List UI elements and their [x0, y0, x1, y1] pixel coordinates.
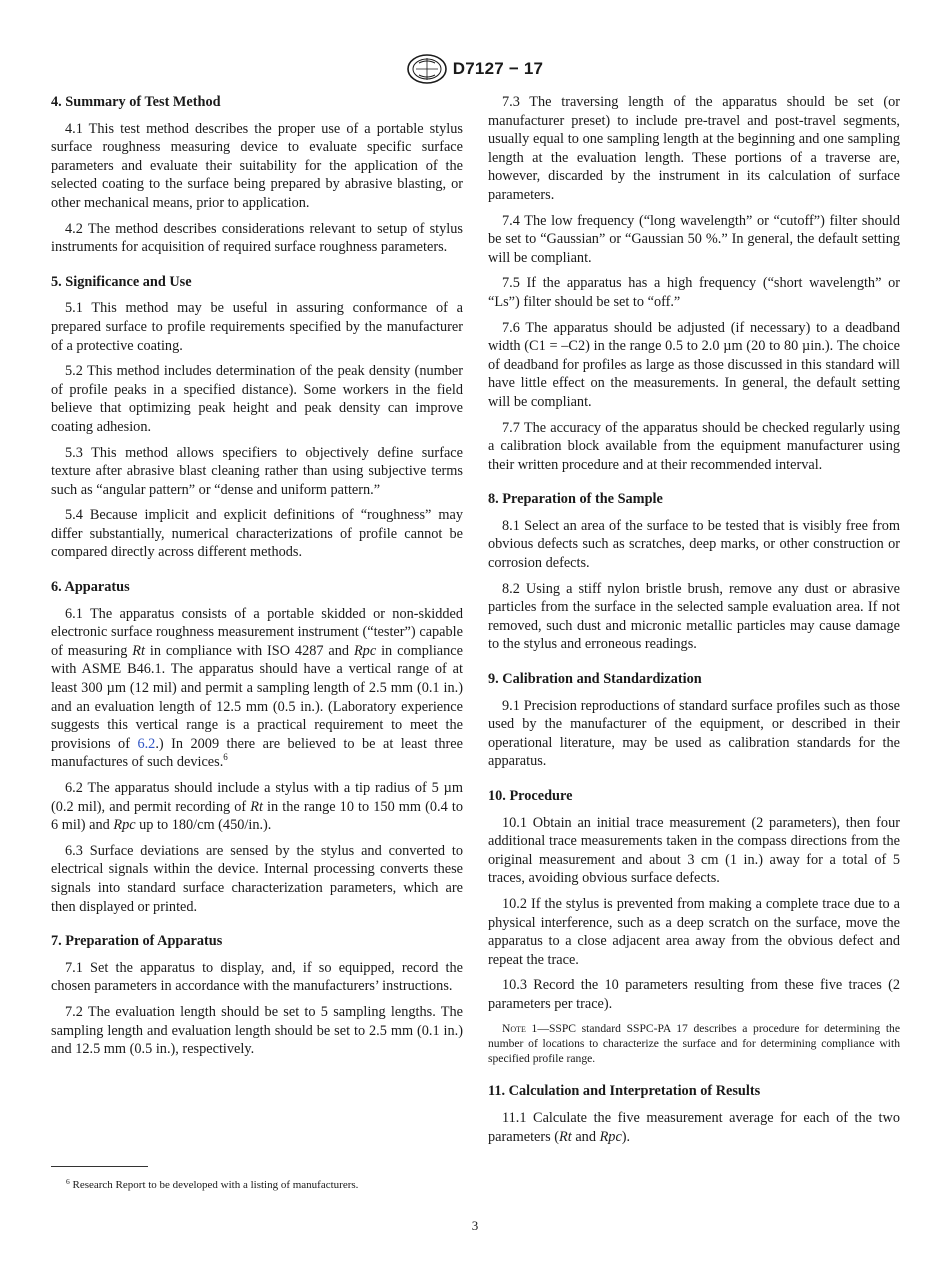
- left-column: [51, 93, 463, 1066]
- paragraph-10-2: 10.2 If the stylus is prevented from making a complete trace due to a physical interference, such as a deep scratch on the surface, move the apparatus to a close adjacent area away from the obvious defect and repeat the trace.: [488, 895, 900, 968]
- section-6-title: 6. Apparatus: [51, 579, 130, 596]
- paragraph-7-7: 7.7 The accuracy of the apparatus should be checked regularly using a calibration block available from the equipment manufacturer using their written procedure and at their recommended interval.: [488, 419, 900, 473]
- paragraph-8-1: 8.1 Select an area of the surface to be tested that is visibly free from obvious defects such as scratches, deep marks, or other construction or corrosion defects.: [488, 517, 900, 572]
- paragraph-5-1: 5.1 This method may be useful in assuring conformance of a prepared surface to profile requirements specified by the manufacturer of a protective coating.: [51, 300, 463, 354]
- paragraph-5-3: 5.3 This method allows specifiers to objectively define surface texture after abrasive blast cleaning rather than using subjective terms such as “angular pattern” or “dense and uniform pattern.”: [51, 444, 463, 498]
- paragraph-9-1: 9.1 Precision reproductions of standard surface profiles such as those used by the manufacturer of the equipment, or described in their operational literature, may be used as calibration standards for the apparatus.: [488, 697, 900, 770]
- astm-logo-icon: [407, 54, 447, 84]
- paragraph-7-4: 7.4 The low frequency (“long wavelength” or “cutoff”) filter should be set to “Gaussian” or “Gaussian 50 %.” In general, the default setting will be compliant.: [488, 212, 900, 266]
- cross-reference-link[interactable]: 6.2: [137, 735, 156, 752]
- note-1: Note 1—SSPC standard SSPC-PA 17 describes a procedure for determining the number of locations to characterize the surface and for determining compliance with specified profile range.: [488, 1021, 900, 1066]
- paragraph-10-3: 10.3 Record the 10 parameters resulting from these five traces (2 parameters per trace).: [488, 977, 900, 1012]
- document-designation: D7127 − 17: [452, 59, 544, 78]
- footnote-number: 6: [66, 1177, 70, 1186]
- footnote-text: Research Report to be developed with a listing of manufacturers.: [69, 1179, 359, 1191]
- page-header: [0, 52, 950, 86]
- paragraph-10-1: 10.1 Obtain an initial trace measurement (2 parameters), then four additional trace measurements taken in the compass directions from the original measurement and about 3 cm (1 in.) away for a total of 5 traces, avoiding obvious surface defects.: [488, 814, 900, 887]
- paragraph-6-1: 6.1 The apparatus consists of a portable skidded or non-skidded electronic surface roughness measurement instrument (“tester”) capable of measuring Rt in compliance with ISO 4287 and Rpc in compliance with ASME B46.1. The apparatus should have a vertical range of at least 300 µm (12 mil) and permit a sampling length of 2.5 mm (0.1 in.) and an evaluation length of 12.5 mm (0.5 in.). (Laboratory experience suggests this vertical range is a practical requirement to meet the provisions of 6.2.) In 2009 there are believed to be at least three manufactures of such devices.$^6$: [51, 605, 463, 771]
- paragraph-11-1: 11.1 Calculate the five measurement average for each of the two parameters (Rt and Rpc).: [488, 1110, 900, 1145]
- section-9-title: 9. Calibration and Standardization: [488, 671, 702, 688]
- section-4-title: 4. Summary of Test Method: [51, 94, 221, 110]
- paragraph-6-3: 6.3 Surface deviations are sensed by the stylus and converted to electrical signals within the device. Internal processing converts these signals into standard surface characterization parameters, which are then displayed or printed.: [51, 842, 463, 915]
- footnote-divider: [51, 1166, 148, 1167]
- paragraph-7-2: 7.2 The evaluation length should be set to 5 sampling lengths. The sampling length and evaluation length should be set to 2.5 mm (0.1 in.) and 12.5 mm (0.5 in.), respectively.: [51, 1003, 463, 1058]
- section-7-title: 7. Preparation of Apparatus: [51, 933, 223, 950]
- page-number: 3: [471, 1218, 479, 1233]
- paragraph-5-2: 5.2 This method includes determination of the peak density (number of profile peaks in a specified distance). Some workers in the field believe that optimizing peak height and peak density can improve coating adhesion.: [51, 363, 463, 435]
- paragraph-7-1: 7.1 Set the apparatus to display, and, if so equipped, record the chosen parameters in accordance with the manufacturers’ instructions.: [51, 959, 463, 995]
- paragraph-5-4: 5.4 Because implicit and explicit definitions of “roughness” may differ substantially, numerical characterizations of profile cannot be compared directly across different methods.: [51, 507, 463, 561]
- paragraph-7-6: 7.6 The apparatus should be adjusted (if necessary) to a deadband width (C1 = –C2) in the range 0.5 to 2.0 µm (20 to 80 µin.). The choice of deadband for profiles as large as those discussed in this standard will have little effect on the measurements. In general, the default setting will be compliant.: [488, 319, 900, 410]
- paragraph-7-5: 7.5 If the apparatus has a high frequency (“short wavelength” or “Ls”) filter should be set to “off.”: [488, 275, 900, 310]
- section-10-title: 10. Procedure: [488, 788, 573, 804]
- footnote-marker: 6: [223, 752, 228, 763]
- section-8-title: 8. Preparation of the Sample: [488, 491, 663, 508]
- section-5-title: 5. Significance and Use: [51, 273, 192, 290]
- note-label: Note 1: [502, 1021, 538, 1035]
- paragraph-4-1: 4.1 This test method describes the proper use of a portable stylus surface roughness measuring device to evaluate specific surface parameters and evaluate their suitability for the application of the selected coating to the surface being prepared by abrasive blasting, or other mechanical means, prior to application.: [51, 120, 463, 211]
- paragraph-7-3: 7.3 The traversing length of the apparatus should be set (or manufacturer preset) to include pre-travel and post-travel segments, usually equal to one sampling length at the beginning and one sampling length at the evaluation length. These portions of a traverse are, however, discarded by the instrument in its calculation of surface parameters.: [488, 94, 900, 203]
- right-column: [488, 93, 900, 1153]
- paragraph-4-2: 4.2 The method describes considerations relevant to setup of stylus instruments for acquisition of required surface roughness parameters.: [51, 220, 463, 256]
- paragraph-6-2: 6.2 The apparatus should include a stylus with a tip radius of 5 µm (0.2 mil), and permit recording of Rt in the range 10 to 150 mm (0.4 to 6 mil) and Rpc up to 180/cm (450/in.).: [51, 780, 463, 834]
- footnote: [66, 1178, 466, 1192]
- section-11-title: 11. Calculation and Interpretation of Results: [488, 1083, 761, 1100]
- paragraph-8-2: 8.2 Using a stiff nylon bristle brush, remove any dust or abrasive particles from the surface in the selected sample evaluation area. If not removed, such dust and micronic metallic particles may cause damage to the stylus and erroneous readings.: [488, 580, 900, 653]
